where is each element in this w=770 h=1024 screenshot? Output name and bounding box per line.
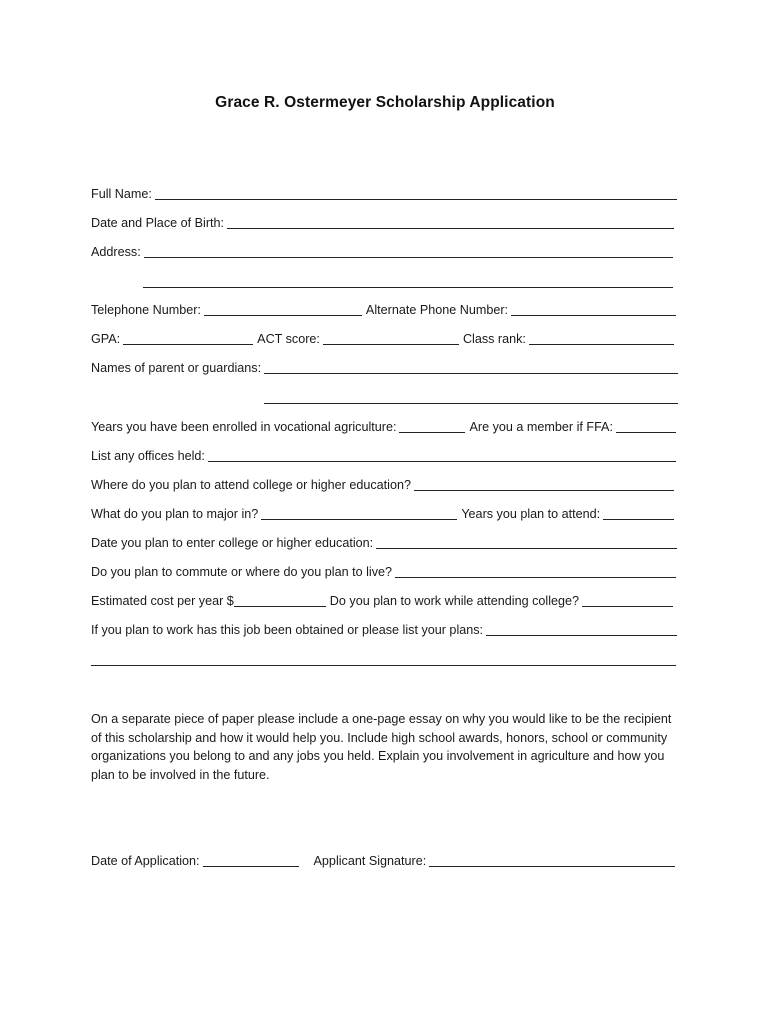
- address-row: [91, 244, 673, 260]
- ffa-member-field[interactable]: [616, 419, 676, 433]
- years-vocational-label: Years you have been enrolled in vocational agriculture:: [91, 420, 397, 434]
- birth-field[interactable]: [227, 215, 674, 229]
- major-row: [91, 506, 674, 522]
- work-college-field[interactable]: [582, 593, 673, 607]
- offices-field[interactable]: [208, 448, 676, 462]
- enter-date-label: Date you plan to enter college or higher education:: [91, 536, 374, 550]
- full-name-row: [91, 186, 677, 202]
- job-plans-field-line-2[interactable]: [91, 665, 676, 666]
- address-field-line-2[interactable]: [143, 287, 673, 288]
- parents-row: [91, 360, 678, 376]
- enter-date-field[interactable]: [376, 535, 677, 549]
- job-plans-label: If you plan to work has this job been obtained or please list your plans:: [91, 623, 484, 637]
- parents-label: Names of parent or guardians:: [91, 361, 262, 375]
- vocational-row: [91, 419, 676, 435]
- job-plans-row: [91, 622, 677, 638]
- gpa-field[interactable]: [123, 331, 253, 345]
- ffa-member-label: Are you a member if FFA:: [469, 420, 613, 434]
- cost-label: Estimated cost per year $: [91, 594, 234, 608]
- date-application-field[interactable]: [203, 853, 299, 867]
- years-vocational-field[interactable]: [399, 419, 465, 433]
- commute-label: Do you plan to commute or where do you plan to live?: [91, 565, 393, 579]
- signature-row: [91, 853, 675, 869]
- enter-date-row: [91, 535, 677, 551]
- address-label: Address:: [91, 245, 141, 259]
- parents-field[interactable]: [264, 360, 678, 374]
- college-field[interactable]: [414, 477, 674, 491]
- full-name-label: Full Name:: [91, 187, 152, 201]
- offices-label: List any offices held:: [91, 449, 205, 463]
- class-rank-label: Class rank:: [462, 332, 526, 346]
- alt-phone-field[interactable]: [511, 302, 676, 316]
- cost-field[interactable]: [234, 593, 326, 607]
- college-label: Where do you plan to attend college or higher education?: [91, 478, 411, 492]
- years-attend-label: Years you plan to attend:: [461, 507, 601, 521]
- major-field[interactable]: [261, 506, 457, 520]
- commute-field[interactable]: [395, 564, 676, 578]
- document-title: Grace R. Ostermeyer Scholarship Application: [215, 94, 555, 111]
- scores-row: [91, 331, 674, 347]
- commute-row: [91, 564, 676, 580]
- signature-label: Applicant Signature:: [313, 854, 427, 868]
- years-attend-field[interactable]: [603, 506, 674, 520]
- telephone-field[interactable]: [204, 302, 362, 316]
- major-label: What do you plan to major in?: [91, 507, 259, 521]
- cost-row: [91, 593, 673, 609]
- essay-instructions: On a separate piece of paper please include a one-page essay on why you would like to be the recipient of this scholarship and how it would help you. Include high school awards, honors, school or community organizations you belong to and any jobs you held. Explain you involvement in agriculture and how you plan to be involved in the future.: [91, 712, 672, 782]
- college-row: [91, 477, 674, 493]
- offices-row: [91, 448, 676, 464]
- birth-label: Date and Place of Birth:: [91, 216, 225, 230]
- full-name-field[interactable]: [155, 186, 677, 200]
- birth-row: [91, 215, 674, 231]
- gpa-label: GPA:: [91, 332, 121, 346]
- date-application-label: Date of Application:: [91, 854, 200, 868]
- class-rank-field[interactable]: [529, 331, 674, 345]
- work-college-label: Do you plan to work while attending college?: [329, 594, 580, 608]
- alt-phone-label: Alternate Phone Number:: [365, 303, 509, 317]
- act-label: ACT score:: [257, 332, 320, 346]
- parents-field-line-2[interactable]: [264, 403, 678, 404]
- job-plans-field[interactable]: [486, 622, 677, 636]
- address-field[interactable]: [144, 244, 673, 258]
- signature-field[interactable]: [429, 853, 675, 867]
- phone-row: [91, 302, 676, 318]
- telephone-label: Telephone Number:: [91, 303, 201, 317]
- act-field[interactable]: [323, 331, 459, 345]
